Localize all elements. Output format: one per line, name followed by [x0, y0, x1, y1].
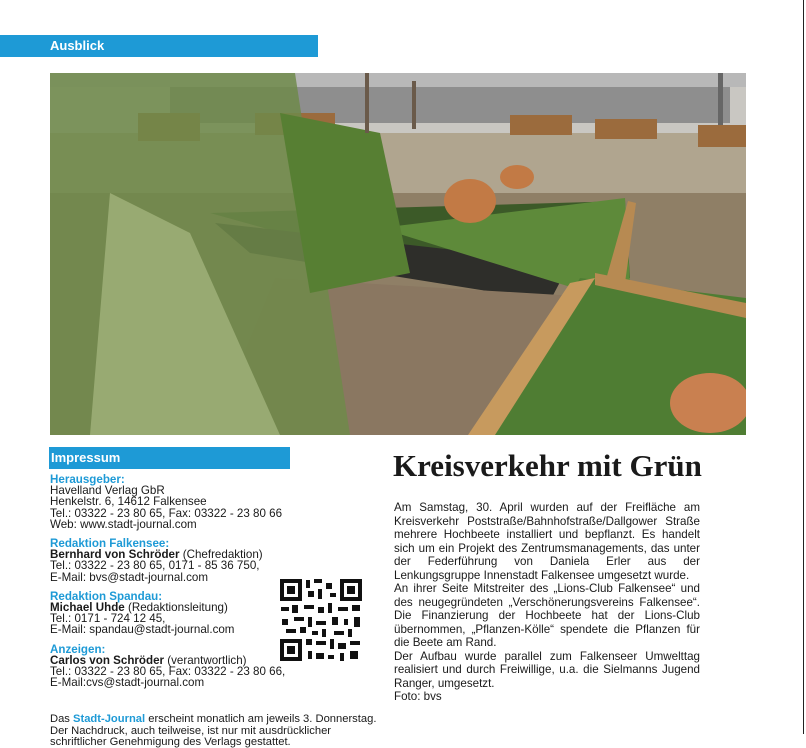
publisher-line: Havelland Verlag GbR [50, 484, 165, 498]
editor-contact: Tel.: 03322 - 23 80 65, 0171 - 85 36 750, [50, 559, 260, 573]
editor-name: Michael Uhde [50, 601, 125, 615]
ads-name: Carlos von Schröder [50, 653, 165, 667]
note-post: erscheint monatlich am jeweils 3. Donnerstag. Der Nachdruck, auch teilweise, ist nur mit ausdrücklicher schriftlicher Genehmigung des Verlags gestattet. [50, 713, 377, 748]
publisher-web: Web: www.stadt-journal.com [50, 517, 197, 531]
column-rule [803, 0, 804, 734]
brand-name: Stadt-Journal [73, 713, 146, 726]
editorial-falkensee-label: Redaktion Falkensee: [50, 537, 170, 551]
article-paragraph: An ihrer Seite Mitstreiter des „Lions-Club Falkensee“ und des neugegründeten „Verschönerungsvereins Falkensee“. Die Finanzierung der Hochbeete hat der Lions-Club übernommen, „Pflanzen-Kölle“ spendete die Pflanzen für die Beete am Rand. [394, 582, 700, 649]
ads-label: Anzeigen: [50, 642, 106, 656]
publisher-label: Herausgeber: [50, 473, 125, 486]
editor-role: (Chefredaktion) [179, 548, 263, 562]
photo-credit: Foto: bvs [394, 690, 442, 703]
qr-code [278, 577, 364, 663]
ads-role: (verantwortlich) [164, 653, 247, 667]
article-paragraph: Der Aufbau wurde parallel zum Falkenseer Umwelttag realisiert und durch Freiwillige, u.a. die Sielmanns Jugend Ranger, umgesetzt. [394, 649, 700, 690]
article-photo [50, 73, 746, 435]
article-body [394, 501, 700, 704]
publisher-line: Tel.: 03322 - 23 80 65, Fax: 03322 - 23 80 66 [50, 506, 283, 520]
editor-role: (Redaktionsleitung) [124, 601, 228, 615]
article-paragraph: Am Samstag, 30. April wurden auf der Freifläche am Kreisverkehr Poststraße/Bahnhofstraße/Dallgower Straße mehrere Hochbeete installiert und bepflanzt. Es handelt sich um ein Projekt des Zentrumsmanagements, das unter der Federführung von Daniela Erler aus der Lenkungsgruppe Innenstadt Falkensee umgesetzt wurde. [394, 501, 700, 582]
publication-note [50, 714, 382, 748]
editor-email: E-Mail: spandau@stadt-journal.com [50, 623, 235, 637]
editor-contact: Tel.: 0171 - 724 12 45, [50, 612, 166, 626]
ads-contact: Tel.: 03322 - 23 80 65, Fax: 03322 - 23 80 66, [50, 665, 286, 679]
publisher-line: Henkelstr. 6, 14612 Falkensee [50, 495, 207, 509]
editor-name: Bernhard von Schröder [50, 548, 180, 562]
note-pre: Das [50, 713, 74, 726]
article-headline: Kreisverkehr mit Grün [393, 448, 702, 483]
publisher-group [50, 474, 380, 530]
editorial-spandau-label: Redaktion Spandau: [50, 589, 163, 603]
editor-email: E-Mail: bvs@stadt-journal.com [50, 570, 209, 584]
section-label: Ausblick [0, 35, 318, 57]
ads-email: E-Mail:cvs@stadt-journal.com [50, 676, 205, 690]
impressum-heading: Impressum [49, 447, 290, 469]
